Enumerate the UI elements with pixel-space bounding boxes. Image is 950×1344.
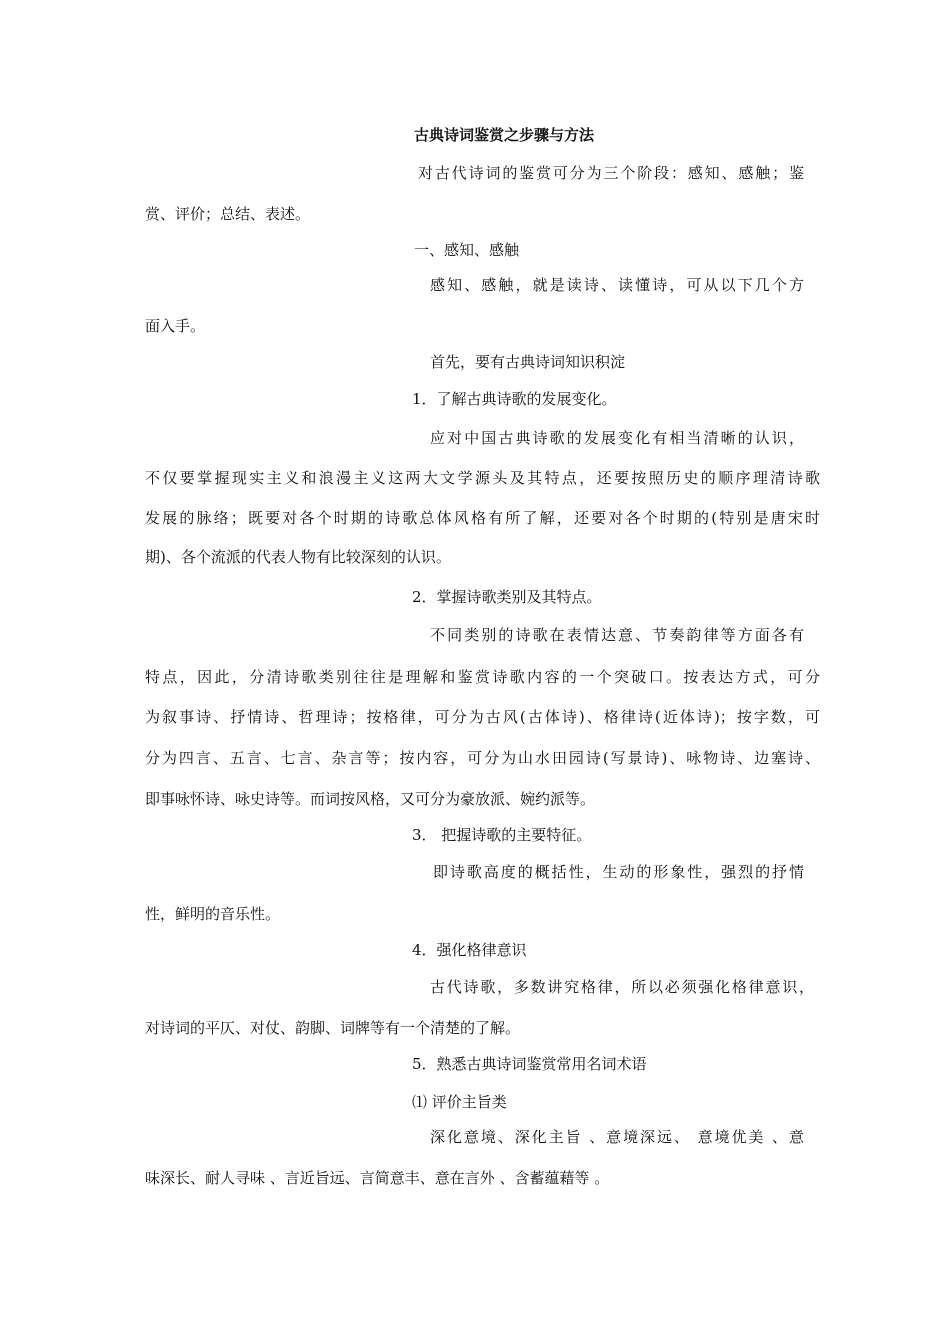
- item1-line-1: 应对中国古典诗歌的发展变化有相当清晰的认识，: [430, 429, 804, 447]
- section-heading-1: 一、感知、感触: [414, 241, 520, 259]
- item2-line-5: 即事咏怀诗、咏史诗等。而词按风格，又可分为豪放派、婉约派等。: [145, 790, 596, 808]
- item4-line-1: 古代诗歌，多数讲究格律，所以必须强化格律意识，: [430, 978, 814, 996]
- item2-line-3: 为叙事诗、抒情诗、哲理诗；按格律，可分为古风(古体诗)、格律诗(近体诗)；按字数，可: [145, 708, 820, 726]
- document-title: 古典诗词鉴赏之步骤与方法: [414, 126, 595, 144]
- intro-line-2: 赏、评价；总结、表述。: [145, 205, 311, 223]
- item5-line-2: 味深长、耐人寻味 、言近旨远、言简意丰、意在言外 、含蓄蕴藉等 。: [145, 1169, 610, 1187]
- item2-line-2: 特点，因此，分清诗歌类别往往是理解和鉴赏诗歌内容的一个突破口。按表达方式，可分: [145, 668, 820, 686]
- item2-line-4: 分为四言、五言、七言、杂言等；按内容，可分为山水田园诗(写景诗)、咏物诗、边塞诗、: [145, 749, 820, 767]
- item5-heading: 5．熟悉古典诗词鉴赏常用名词术语: [412, 1055, 647, 1073]
- item1-line-2: 不仅要掌握现实主义和浪漫主义这两大文学源头及其特点，还要按照历史的顺序理清诗歌: [145, 469, 820, 487]
- item3-line-1: 即诗歌高度的概括性，生动的形象性，强烈的抒情: [433, 863, 804, 881]
- section1-para-line-1: 感知、感触，就是读诗、读懂诗，可从以下几个方: [430, 276, 804, 294]
- item1-line-4: 期)、各个流派的代表人物有比较深刻的认识。: [145, 548, 451, 566]
- item5-subheading: ⑴ 评价主旨类: [412, 1093, 507, 1111]
- item3-heading: 3． 把握诗歌的主要特征。: [412, 826, 592, 844]
- intro-line-1: 对古代诗词的鉴赏可分为三个阶段：感知、感触；鉴: [418, 164, 804, 182]
- item4-line-2: 对诗词的平仄、对仗、韵脚、词牌等有一个清楚的了解。: [145, 1019, 521, 1037]
- item1-heading: 1．了解古典诗歌的发展变化。: [412, 390, 617, 408]
- item5-line-1: 深化意境、深化主旨 、意境深远、 意境优美 、意: [430, 1128, 804, 1146]
- item3-line-2: 性，鲜明的音乐性。: [145, 905, 281, 923]
- item2-line-1: 不同类别的诗歌在表情达意、节奏韵律等方面各有: [430, 626, 804, 644]
- section1-subheading: 首先，要有古典诗词知识积淀: [430, 353, 626, 371]
- item2-heading: 2．掌握诗歌类别及其特点。: [412, 588, 602, 606]
- item4-heading: 4．强化格律意识: [412, 941, 527, 959]
- item1-line-3: 发展的脉络；既要对各个时期的诗歌总体风格有所了解，还要对各个时期的(特别是唐宋时: [145, 509, 820, 527]
- section1-para-line-2: 面入手。: [145, 317, 206, 335]
